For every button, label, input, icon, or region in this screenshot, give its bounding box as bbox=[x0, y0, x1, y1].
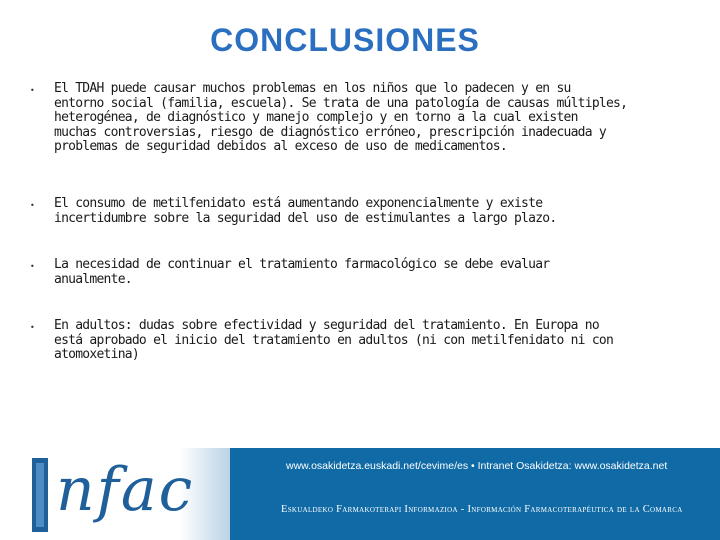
bullet-text-line: La necesidad de continuar el tratamiento farmacológico se debe evaluar bbox=[54, 257, 550, 272]
bullet-text-line: El consumo de metilfenidato está aumentando exponencialmente y existe bbox=[54, 196, 543, 211]
bullet-text-line: El TDAH puede causar muchos problemas en los niños que lo padecen y en su bbox=[54, 81, 571, 96]
bullet-marker: • bbox=[30, 262, 35, 271]
bullet-text-line: heterogénea, de diagnóstico y manejo complejo y en torno a la cual existen bbox=[54, 110, 578, 126]
bullet-marker: • bbox=[30, 201, 35, 210]
bullet-text-line: incertidumbre sobre la seguridad del uso de estimulantes a largo plazo. bbox=[54, 210, 557, 226]
slide-title: CONCLUSIONES bbox=[210, 22, 480, 58]
infac-logo-i-bar bbox=[32, 458, 48, 532]
infac-logo-text: nfac bbox=[56, 455, 195, 525]
bullet-text-line: entorno social (familia, escuela). Se trata de una patología de causas múltiples, bbox=[54, 95, 628, 111]
bullet-text-line: En adultos: dudas sobre efectividad y seguridad del tratamiento. En Europa no bbox=[54, 318, 599, 333]
bullet-text-line: anualmente. bbox=[54, 271, 132, 287]
bullet-marker: • bbox=[30, 323, 35, 332]
bullet-text-line: muchas controversias, riesgo de diagnóstico erróneo, prescripción inadecuada y bbox=[54, 124, 606, 140]
bullet-text-line: problemas de seguridad debidos al exceso de uso de medicamentos. bbox=[54, 139, 507, 155]
footer-banner bbox=[0, 448, 720, 540]
bullet-marker: • bbox=[30, 86, 35, 95]
footer-caption: Eskualdeko Farmakoterapi Informazioa - Información Farmacoterapéutica de la Comarca bbox=[281, 504, 683, 515]
footer-url-line: www.osakidetza.euskadi.net/cevime/es • Intranet Osakidetza: www.osakidetza.net bbox=[286, 460, 668, 472]
logo-area bbox=[0, 448, 230, 540]
bullet-text-line: atomoxetina) bbox=[54, 347, 139, 363]
bullet-text-line: está aprobado el inicio del tratamiento en adultos (ni con metilfenidato ni con bbox=[54, 332, 614, 348]
